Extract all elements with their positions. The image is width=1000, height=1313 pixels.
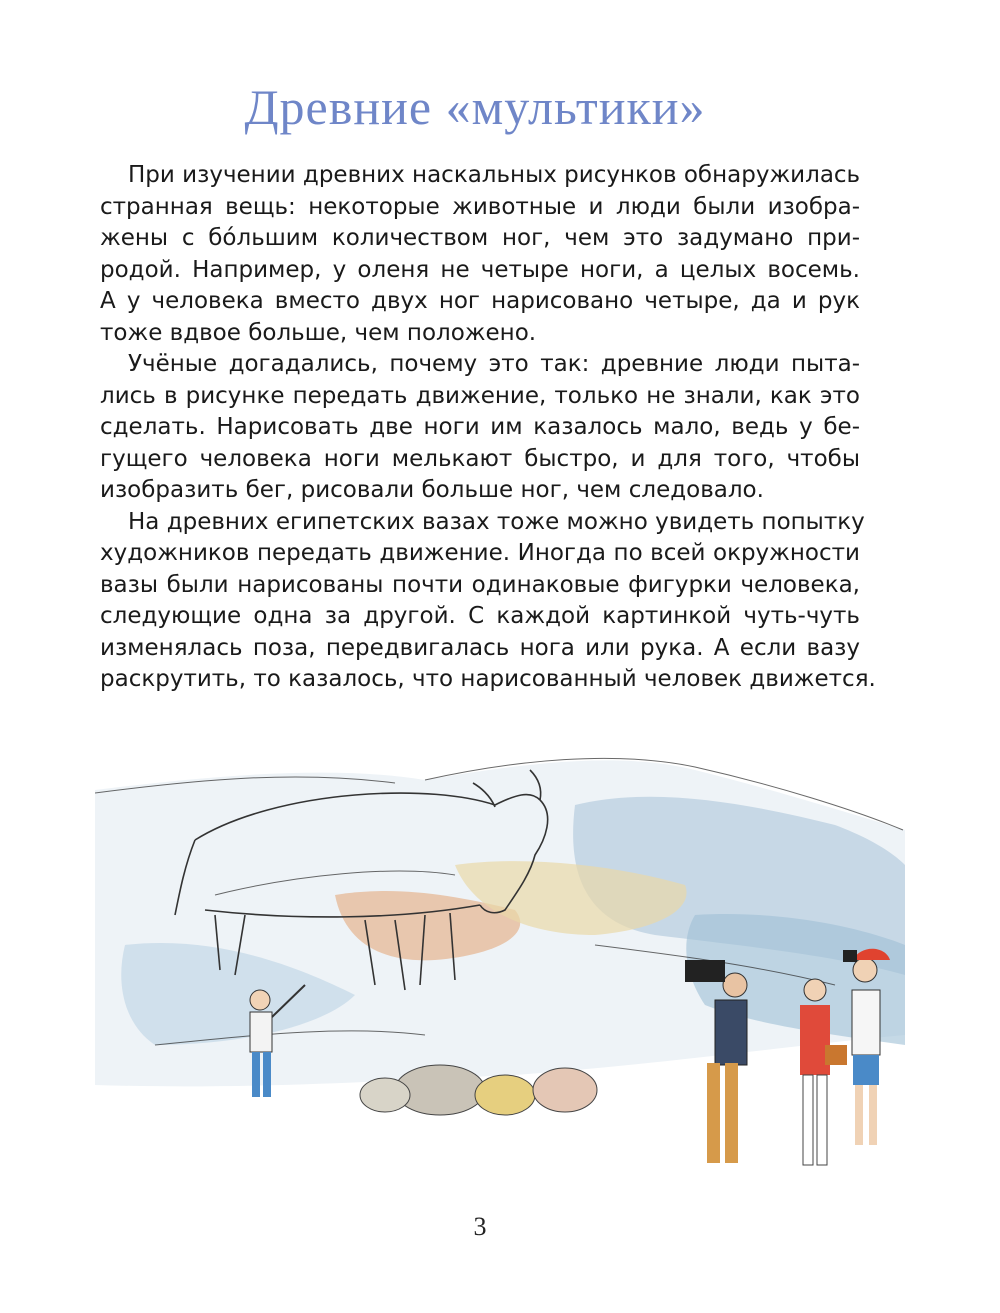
text-line: раскрутить, то казалось, что нарисованный человек движется. [100, 666, 876, 692]
text-line: следующие одна за другой. С каждой картинкой чуть-чуть [100, 603, 860, 629]
paragraph-1 [100, 160, 860, 349]
text-line: художников передать движение. Иногда по всей окружности [100, 540, 860, 566]
text-line: Учёные догадались, почему это так: древние люди пыта- [128, 351, 860, 377]
text-line: тоже вдвое больше, чем положено. [100, 319, 537, 346]
body-text [100, 160, 876, 696]
text-line: При изучении древних наскальных рисунков обнаружилась [128, 162, 861, 188]
cave-painting-illustration [95, 745, 905, 1185]
page-number: 3 [473, 1212, 487, 1241]
text-line: лись в рисунке передать движение, только не знали, как это [100, 382, 860, 409]
text-line: А у человека вместо двух ног нарисовано четыре, да и рук [100, 288, 860, 314]
paragraph-2 [100, 349, 860, 507]
text-line: странная вещь: некоторые животные и люди были изобра- [100, 193, 860, 220]
text-line: вазы были нарисованы почти одинаковые фигурки человека, [100, 571, 860, 598]
text-line: изобразить бег, рисовали больше ног, чем следовало. [100, 477, 764, 503]
text-line: На древних египетских вазах тоже можно увидеть попытку [128, 508, 865, 535]
paragraph-3 [100, 507, 876, 696]
text-line: родой. Например, у оленя не четыре ноги, а целых восемь. [100, 256, 860, 283]
page-title: Древние «мультики» [244, 79, 706, 135]
text-line: изменялась поза, передвигалась нога или рука. А если вазу [100, 634, 860, 661]
text-line: сделать. Нарисовать две ноги им казалось мало, ведь у бе- [100, 414, 860, 440]
text-line: жены с бóльшим количеством ног, чем это задумано при- [100, 225, 860, 251]
text-line: гущего человека ноги мелькают быстро, и для того, чтобы [100, 445, 860, 472]
